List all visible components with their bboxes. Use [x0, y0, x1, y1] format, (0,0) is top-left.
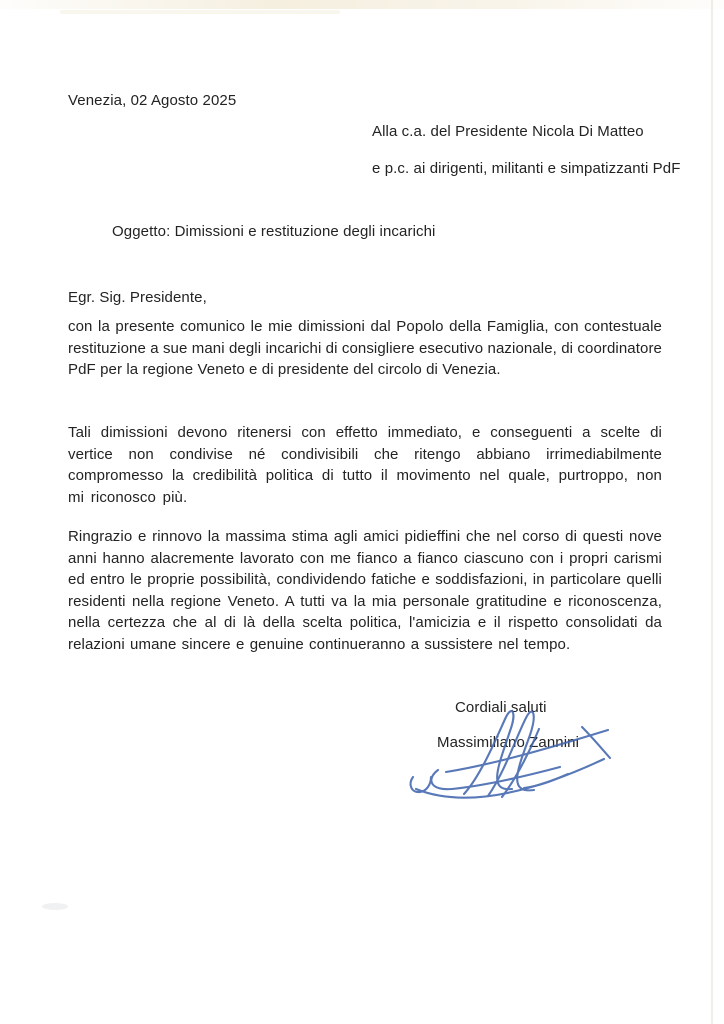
recipient-line-2: e p.c. ai dirigenti, militanti e simpatizzanti PdF: [372, 160, 681, 177]
body-paragraph-2: Tali dimissioni devono ritenersi con effetto immediato, e conseguenti a scelte di vertice non condivise né condivisibili che ritengo abbiano irrimediabilmente compromesso la credibilità politica di tutto il movimento nel quale, purtroppo, non mi riconosco più.: [68, 424, 662, 506]
closing-salutation: Cordiali saluti: [455, 699, 547, 716]
letter-date: Venezia, 02 Agosto 2025: [68, 92, 237, 109]
recipient-line-1: Alla c.a. del Presidente Nicola Di Matteo: [372, 123, 644, 140]
subject-line: Oggetto: Dimissioni e restituzione degli incarichi: [112, 223, 436, 240]
body-paragraph-1: con la presente comunico le mie dimissioni dal Popolo della Famiglia, con contestuale restituzione a sue mani degli incarichi di consigliere esecutivo nazionale, di coordinatore PdF per la regione Veneto e di presidente del circolo di Venezia.: [68, 318, 662, 378]
scan-artifact-top-2: [60, 10, 340, 14]
handwritten-signature-image: [406, 704, 616, 814]
signer-name: Massimiliano Zannini: [437, 734, 580, 751]
body-paragraph-3: Ringrazio e rinnovo la massima stima agli amici pidieffini che nel corso di questi nove anni hanno alacremente lavorato con me fianco a fianco ciascuno con i propri carismi ed entro le proprie possibilità, condividendo fatiche e soddisfazioni, in particolare quelli residenti nella regione Veneto. A tutti va la mia personale gratitudine e riconoscenza, nella certezza che al di là della scelta politica, l'amicizia e il rispetto consolidati da relazioni umane sincere e genuine continueranno a sussistere nel tempo.: [68, 528, 662, 653]
scan-artifact-smudge: [42, 903, 68, 910]
scan-artifact-paper-edge: [711, 0, 713, 1024]
salutation: Egr. Sig. Presidente,: [68, 289, 207, 306]
scan-artifact-top: [0, 0, 724, 9]
